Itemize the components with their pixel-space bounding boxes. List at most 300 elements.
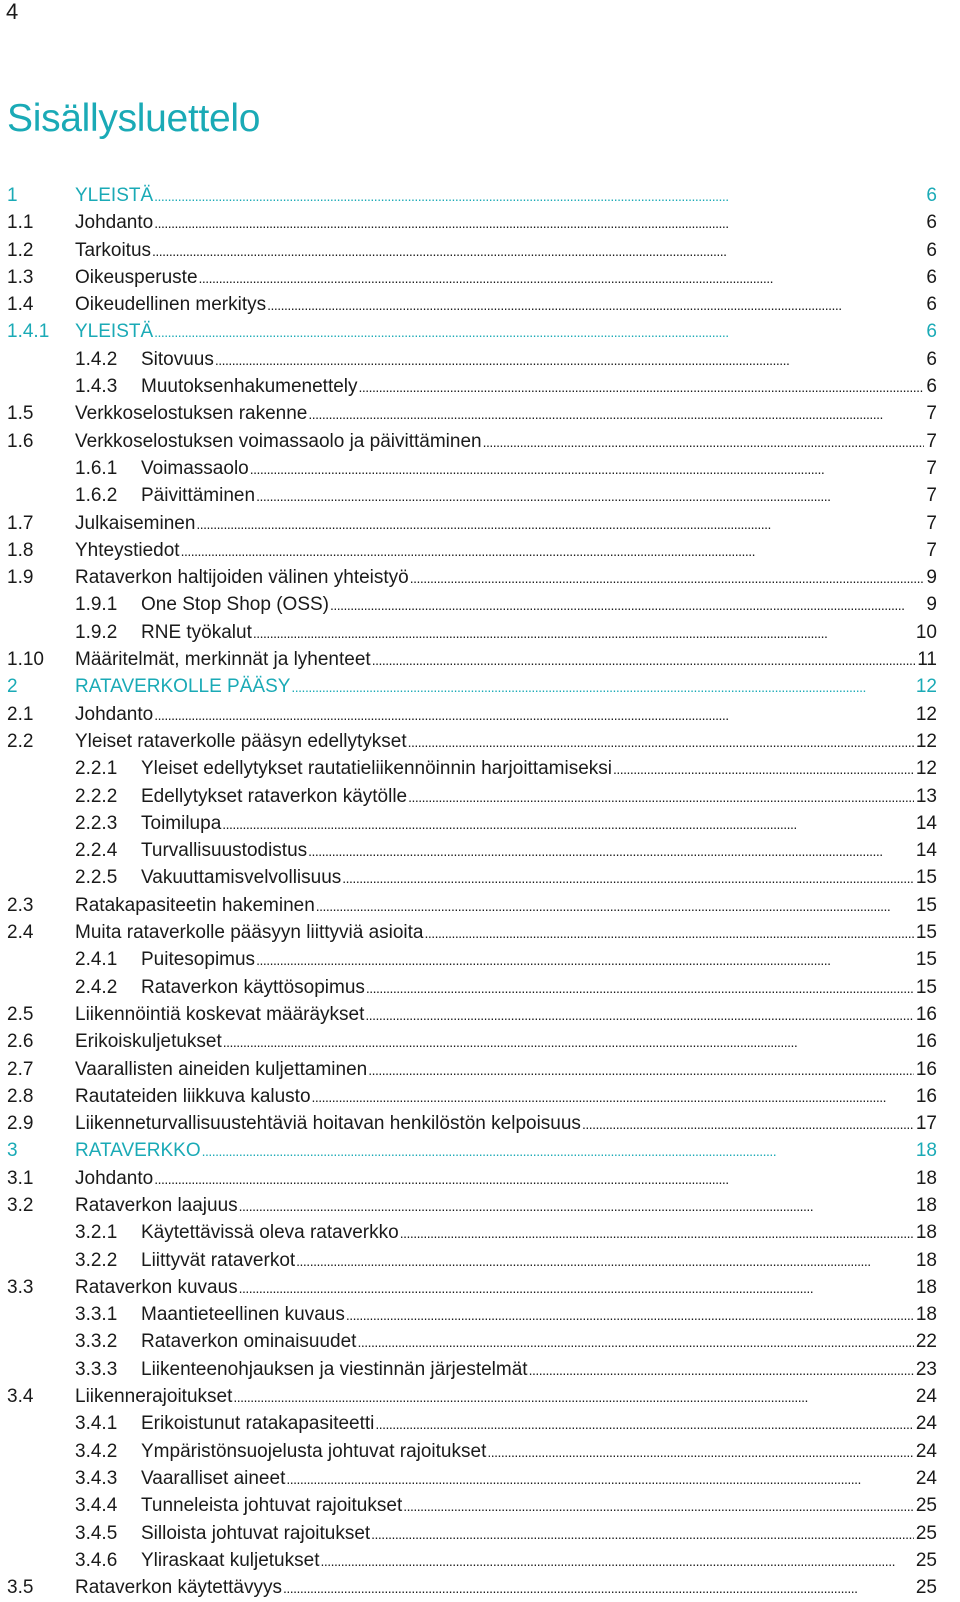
toc-entry-line (141, 1247, 937, 1275)
toc-entry-page: 15 (915, 867, 937, 889)
toc-entry-title[interactable]: YLEISTÄ (75, 321, 154, 343)
toc-entry-page: 25 (915, 1549, 937, 1571)
toc-entry-number: 1.4.2 (75, 348, 118, 370)
toc-entry-number: 1.4.1 (7, 321, 50, 343)
toc-entry-number: 3.5 (7, 1577, 34, 1599)
toc-entry-line (75, 1165, 937, 1193)
toc-dot-leader (346, 1302, 914, 1329)
toc-entry-number: 3.3 (7, 1276, 34, 1298)
toc-entry-line (75, 1574, 937, 1602)
toc-entry[interactable] (0, 1574, 960, 1601)
toc-entry-line (141, 1465, 937, 1493)
toc-entry-page: 18 (915, 1222, 937, 1244)
toc-entry[interactable] (0, 864, 960, 891)
toc-entry[interactable] (0, 182, 960, 209)
toc-entry-number: 3.4.1 (75, 1413, 118, 1435)
toc-entry[interactable] (0, 1547, 960, 1574)
toc-entry-page: 6 (926, 239, 937, 261)
toc-entry-number: 3.4.6 (75, 1549, 118, 1571)
toc-entry-line (141, 346, 937, 374)
toc-entry[interactable] (0, 755, 960, 782)
toc-entry-number: 1.9 (7, 567, 34, 589)
toc-dot-leader (196, 511, 924, 538)
toc-entry-page: 18 (915, 1140, 937, 1162)
toc-entry-line (141, 373, 937, 401)
toc-entry[interactable] (0, 455, 960, 482)
toc-entry-title[interactable]: Erikoistunut ratakapasiteetti (141, 1413, 375, 1435)
toc-entry[interactable] (0, 1520, 960, 1547)
toc-dot-leader (199, 265, 925, 292)
toc-dot-leader (256, 483, 924, 510)
toc-entry[interactable] (0, 1301, 960, 1328)
toc-entry[interactable] (0, 919, 960, 946)
toc-entry-page: 24 (915, 1440, 937, 1462)
toc-entry-page: 12 (915, 676, 937, 698)
toc-entry-page: 11 (917, 649, 937, 671)
toc-dot-leader (425, 920, 914, 947)
toc-entry-line (75, 728, 937, 756)
toc-entry[interactable] (0, 428, 960, 455)
toc-entry[interactable] (0, 1410, 960, 1437)
toc-entry-title[interactable]: Erikoiskuljetukset (75, 1031, 222, 1053)
toc-dot-leader (408, 729, 914, 756)
toc-dot-leader (308, 401, 924, 428)
toc-entry-number: 1.8 (7, 539, 34, 561)
toc-entry-number: 1.2 (7, 239, 34, 261)
toc-dot-leader (368, 1057, 914, 1084)
toc-entry-line (75, 1383, 937, 1411)
toc-entry-title[interactable]: Sitovuus (141, 348, 214, 370)
toc-entry-page: 6 (926, 294, 937, 316)
toc-entry-line (141, 755, 937, 783)
toc-entry-number: 2.2.4 (75, 840, 118, 862)
toc-entry[interactable] (0, 673, 960, 700)
toc-entry-title[interactable]: Oikeusperuste (75, 266, 198, 288)
toc-entry-number: 2.4.1 (75, 949, 118, 971)
toc-entry-line (141, 1492, 937, 1520)
toc-entry-page: 13 (915, 785, 937, 807)
toc-entry-title[interactable]: Vakuuttamisvelvollisuus (141, 867, 342, 889)
toc-entry-page: 18 (915, 1194, 937, 1216)
toc-entry[interactable] (0, 346, 960, 373)
toc-entry-title[interactable]: Muita rataverkolle pääsyyn liittyviä asioita (75, 922, 424, 944)
toc-entry[interactable] (0, 1356, 960, 1383)
toc-entry-line (141, 1410, 937, 1438)
toc-entry-line (141, 1438, 937, 1466)
toc-dot-leader (239, 1275, 914, 1302)
toc-entry[interactable] (0, 1247, 960, 1274)
toc-dot-leader (357, 1329, 913, 1356)
toc-entry-title[interactable]: Muutoksenhakumenettely (141, 376, 358, 398)
toc-entry[interactable] (0, 373, 960, 400)
toc-entry-line (141, 864, 937, 892)
toc-entry-line (75, 537, 937, 565)
toc-entry-title[interactable]: Turvallisuustodistus (141, 840, 308, 862)
toc-dot-leader (154, 183, 924, 210)
toc-entry[interactable] (0, 291, 960, 318)
toc-entry-number: 2.2.5 (75, 867, 118, 889)
toc-entry-line (75, 1137, 937, 1165)
toc-entry[interactable] (0, 1083, 960, 1110)
toc-entry-line (75, 291, 937, 319)
toc-entry-line (75, 209, 937, 237)
toc-entry-page: 12 (915, 758, 937, 780)
toc-entry-title[interactable]: Liikennöintiä koskevat määräykset (75, 1003, 365, 1025)
toc-dot-leader (152, 238, 924, 265)
toc-dot-leader (154, 1166, 914, 1193)
toc-entry-line (75, 264, 937, 292)
toc-entry-title[interactable]: Voimassaolo (141, 457, 249, 479)
toc-entry-number: 3.4.5 (75, 1522, 118, 1544)
toc-entry-line (75, 318, 937, 346)
toc-entry-title[interactable]: YLEISTÄ (75, 185, 154, 206)
toc-dot-leader (483, 429, 925, 456)
toc-entry-page: 6 (926, 212, 937, 234)
toc-entry-line (75, 673, 937, 701)
toc-dot-leader (359, 374, 925, 401)
toc-entry-title[interactable]: Päivittäminen (141, 485, 256, 507)
toc-entry-page: 14 (915, 812, 937, 834)
toc-entry-title[interactable]: Johdanto (75, 212, 154, 234)
toc-entry-title[interactable]: Rataverkon kuvaus (75, 1276, 238, 1298)
toc-entry[interactable] (0, 1056, 960, 1083)
toc-entry[interactable] (0, 1165, 960, 1192)
toc-entry[interactable] (0, 946, 960, 973)
toc-entry-title[interactable]: One Stop Shop (OSS) (141, 594, 329, 616)
toc-entry-page: 24 (915, 1467, 937, 1489)
toc-entry[interactable] (0, 1438, 960, 1465)
toc-entry-page: 6 (926, 348, 937, 370)
toc-entry-title[interactable]: RATAVERKOLLE PÄÄSY (75, 676, 291, 698)
toc-entry-number: 1.5 (7, 403, 34, 425)
toc-entry-number: 3.3.1 (75, 1304, 118, 1326)
toc-entry-line (141, 1520, 937, 1548)
toc-entry-page: 7 (926, 512, 937, 534)
toc-entry[interactable] (0, 1028, 960, 1055)
toc-entry-line (75, 892, 937, 920)
toc-entry-title[interactable]: Johdanto (75, 703, 154, 725)
toc-dot-leader (283, 1575, 914, 1602)
toc-entry-title[interactable]: Silloista johtuvat rajoitukset (141, 1522, 371, 1544)
toc-entry-number: 1.1 (7, 212, 34, 234)
toc-entry-page: 16 (915, 1058, 937, 1080)
toc-entry[interactable] (0, 728, 960, 755)
toc-entry-line (75, 182, 937, 210)
toc-entry-page: 25 (915, 1577, 937, 1599)
toc-entry-number: 2.4 (7, 922, 34, 944)
toc-entry-page: 6 (926, 321, 937, 343)
toc-entry-page: 25 (915, 1495, 937, 1517)
toc-dot-leader (375, 1411, 913, 1438)
toc-entry[interactable] (0, 783, 960, 810)
toc-entry-page: 25 (915, 1522, 937, 1544)
toc-dot-leader (613, 756, 914, 783)
toc-entry-line (141, 837, 937, 865)
toc-dot-leader (308, 838, 914, 865)
toc-entry-title[interactable]: Puitesopimus (141, 949, 256, 971)
toc-entry-number: 2.5 (7, 1003, 34, 1025)
toc-entry-page: 9 (926, 567, 937, 589)
toc-entry-number: 3.2.1 (75, 1222, 118, 1244)
toc-dot-leader (320, 1548, 913, 1575)
toc-entry-page: 6 (926, 376, 937, 398)
toc-entry-number: 1.4.3 (75, 376, 118, 398)
toc-dot-leader (233, 1384, 913, 1411)
toc-entry-title[interactable]: Julkaiseminen (75, 512, 196, 534)
toc-dot-leader (529, 1357, 914, 1384)
toc-dot-leader (365, 1002, 913, 1029)
toc-entry-page: 22 (915, 1331, 937, 1353)
toc-entry-title[interactable]: Toimilupa (141, 812, 222, 834)
toc-dot-leader (202, 1138, 914, 1165)
toc-entry-page: 16 (915, 1031, 937, 1053)
toc-entry-title[interactable]: Rataverkon laajuus (75, 1194, 238, 1216)
toc-dot-leader (154, 210, 924, 237)
toc-entry-line (75, 510, 937, 538)
toc-entry-page: 17 (915, 1113, 937, 1135)
toc-dot-leader (330, 592, 924, 619)
toc-entry-title[interactable]: Liikenneturvallisuustehtäviä hoitavan henkilöstön kelpoisuus (75, 1113, 581, 1135)
toc-entry-line (141, 974, 937, 1002)
toc-entry-title[interactable]: Rataverkon käytettävyys (75, 1577, 282, 1599)
toc-dot-leader (181, 538, 925, 565)
toc-entry-title[interactable]: Vaaralliset aineet (141, 1467, 286, 1489)
toc-entry-page: 24 (915, 1413, 937, 1435)
toc-entry-line (141, 810, 937, 838)
toc-entry-line (75, 237, 937, 265)
toc-dot-leader (154, 702, 914, 729)
toc-entry-page: 15 (915, 949, 937, 971)
toc-entry-number: 1.3 (7, 266, 34, 288)
toc-entry-number: 3.2 (7, 1194, 34, 1216)
toc-entry-title[interactable]: Käytettävissä oleva rataverkko (141, 1222, 399, 1244)
toc-entry-number: 3.3.3 (75, 1358, 118, 1380)
toc-entry-page: 16 (915, 1085, 937, 1107)
toc-entry-number: 2.2 (7, 730, 34, 752)
page-title: Sisällysluettelo (7, 97, 261, 140)
toc-entry-line (75, 1274, 937, 1302)
toc-entry[interactable] (0, 400, 960, 427)
toc-entry-page: 15 (915, 922, 937, 944)
toc-entry-title[interactable]: Ratakapasiteetin hakeminen (75, 894, 315, 916)
table-of-contents (0, 182, 960, 1601)
toc-entry-title[interactable]: Maantieteellinen kuvaus (141, 1304, 345, 1326)
toc-entry[interactable] (0, 1192, 960, 1219)
toc-entry-line (141, 455, 937, 483)
toc-entry-title[interactable]: Edellytykset rataverkon käytölle (141, 785, 408, 807)
toc-entry[interactable] (0, 1492, 960, 1519)
toc-entry-line (75, 701, 937, 729)
toc-entry-number: 1.6 (7, 430, 34, 452)
toc-entry-page: 7 (926, 539, 937, 561)
toc-entry-line (141, 946, 937, 974)
toc-entry-page: 14 (915, 840, 937, 862)
toc-entry-number: 3.4 (7, 1386, 34, 1408)
toc-entry-number: 2.8 (7, 1085, 34, 1107)
toc-entry-number: 2.1 (7, 703, 34, 725)
toc-entry-line (75, 1028, 937, 1056)
toc-entry-number: 1 (7, 185, 18, 206)
toc-entry[interactable] (0, 1328, 960, 1355)
toc-entry-number: 2.3 (7, 894, 34, 916)
toc-entry-number: 2.7 (7, 1058, 34, 1080)
page-number: 4 (6, 0, 19, 24)
toc-entry-line (141, 1356, 937, 1384)
toc-entry-title[interactable]: Yleiset edellytykset rautatieliikennöinnin harjoittamiseksi (141, 758, 613, 780)
toc-entry-title[interactable]: Ympäristönsuojelusta johtuvat rajoitukset (141, 1440, 487, 1462)
toc-entry[interactable] (0, 646, 960, 673)
toc-entry-page: 7 (926, 403, 937, 425)
toc-entry-title[interactable]: Rataverkon ominaisuudet (141, 1331, 357, 1353)
toc-dot-leader (286, 1466, 914, 1493)
toc-entry-number: 3.4.2 (75, 1440, 118, 1462)
toc-dot-leader (366, 975, 914, 1002)
toc-entry-title[interactable]: Määritelmät, merkinnät ja lyhenteet (75, 649, 371, 671)
toc-entry[interactable] (0, 892, 960, 919)
toc-entry-number: 1.7 (7, 512, 34, 534)
toc-entry-title[interactable]: RNE työkalut (141, 621, 252, 643)
toc-entry[interactable] (0, 1383, 960, 1410)
toc-entry[interactable] (0, 701, 960, 728)
toc-dot-leader (239, 1193, 914, 1220)
toc-dot-leader (408, 784, 914, 811)
toc-dot-leader (316, 893, 914, 920)
toc-entry-title[interactable]: Liikennerajoitukset (75, 1386, 233, 1408)
toc-dot-leader (253, 620, 914, 647)
toc-entry-line (141, 619, 937, 647)
toc-entry-title[interactable]: Yleiset rataverkolle pääsyn edellytykset (75, 730, 407, 752)
toc-entry-page: 10 (915, 621, 937, 643)
toc-entry[interactable] (0, 209, 960, 236)
toc-entry-page: 12 (915, 703, 937, 725)
toc-dot-leader (582, 1111, 914, 1138)
toc-entry-page: 16 (915, 1003, 937, 1025)
toc-dot-leader (223, 1029, 914, 1056)
toc-entry-title[interactable]: Tarkoitus (75, 239, 152, 261)
toc-dot-leader (215, 347, 925, 374)
toc-entry-title[interactable]: Rataverkon käyttösopimus (141, 976, 365, 998)
toc-entry-line (141, 591, 937, 619)
toc-entry-number: 2 (7, 676, 18, 698)
toc-entry-title[interactable]: Liittyvät rataverkot (141, 1249, 296, 1271)
toc-entry-page: 18 (915, 1249, 937, 1271)
toc-entry-line (75, 919, 937, 947)
toc-entry-title[interactable]: Johdanto (75, 1167, 154, 1189)
toc-entry-title[interactable]: RATAVERKKO (75, 1140, 201, 1162)
toc-dot-leader (403, 1493, 914, 1520)
toc-entry-page: 12 (915, 730, 937, 752)
toc-entry-page: 23 (915, 1358, 937, 1380)
toc-entry-number: 3.3.2 (75, 1331, 118, 1353)
toc-dot-leader (222, 811, 914, 838)
toc-dot-leader (296, 1248, 914, 1275)
toc-entry-number: 2.2.1 (75, 758, 118, 780)
toc-entry[interactable] (0, 537, 960, 564)
toc-entry-line (141, 1219, 937, 1247)
toc-entry-page: 7 (926, 457, 937, 479)
toc-entry[interactable] (0, 510, 960, 537)
toc-entry-title[interactable]: Verkkoselostuksen rakenne (75, 403, 308, 425)
toc-entry[interactable] (0, 564, 960, 591)
toc-entry-page: 18 (915, 1304, 937, 1326)
toc-entry-number: 1.9.1 (75, 594, 118, 616)
toc-entry[interactable] (0, 482, 960, 509)
toc-entry-line (141, 482, 937, 510)
toc-entry-page: 15 (915, 894, 937, 916)
toc-entry-title[interactable]: Tunneleista johtuvat rajoitukset (141, 1495, 403, 1517)
toc-entry-line (141, 783, 937, 811)
toc-entry-title[interactable]: Verkkoselostuksen voimassaolo ja päivittäminen (75, 430, 482, 452)
toc-entry-number: 1.6.2 (75, 485, 118, 507)
toc-entry[interactable] (0, 1219, 960, 1246)
toc-entry-line (141, 1547, 937, 1575)
toc-entry-title[interactable]: Rataverkon haltijoiden välinen yhteistyö (75, 567, 409, 589)
toc-entry-title[interactable]: Yliraskaat kuljetukset (141, 1549, 320, 1571)
toc-entry-page: 24 (915, 1386, 937, 1408)
toc-entry[interactable] (0, 264, 960, 291)
toc-entry-line (75, 1083, 937, 1111)
toc-entry-number: 1.9.2 (75, 621, 118, 643)
toc-entry[interactable] (0, 619, 960, 646)
toc-entry[interactable] (0, 974, 960, 1001)
toc-entry-number: 3.2.2 (75, 1249, 118, 1271)
toc-dot-leader (372, 647, 916, 674)
toc-dot-leader (256, 947, 914, 974)
toc-entry[interactable] (0, 591, 960, 618)
toc-entry-title[interactable]: Rautateiden liikkuva kalusto (75, 1085, 311, 1107)
toc-entry[interactable] (0, 1110, 960, 1137)
toc-entry[interactable] (0, 237, 960, 264)
toc-entry-number: 1.10 (7, 649, 44, 671)
toc-dot-leader (410, 565, 925, 592)
toc-entry[interactable] (0, 1465, 960, 1492)
toc-entry-title[interactable]: Vaarallisten aineiden kuljettaminen (75, 1058, 368, 1080)
toc-entry[interactable] (0, 810, 960, 837)
toc-entry-number: 3.4.3 (75, 1467, 118, 1489)
toc-entry-line (75, 564, 937, 592)
toc-dot-leader (400, 1220, 914, 1247)
toc-entry-title[interactable]: Liikenteenohjauksen ja viestinnän järjestelmät (141, 1358, 528, 1380)
toc-entry-number: 2.9 (7, 1113, 34, 1135)
toc-dot-leader (487, 1439, 914, 1466)
toc-entry[interactable] (0, 1137, 960, 1164)
toc-entry-line (75, 1056, 937, 1084)
toc-dot-leader (342, 865, 914, 892)
toc-entry-number: 3.1 (7, 1167, 34, 1189)
toc-entry[interactable] (0, 1274, 960, 1301)
toc-entry-line (75, 1192, 937, 1220)
toc-entry[interactable] (0, 837, 960, 864)
toc-entry[interactable] (0, 318, 960, 345)
toc-entry-number: 2.4.2 (75, 976, 118, 998)
toc-entry-page: 6 (926, 266, 937, 288)
toc-entry-page: 6 (926, 185, 937, 206)
toc-entry-title[interactable]: Yhteystiedot (75, 539, 180, 561)
toc-dot-leader (291, 674, 913, 701)
toc-entry-page: 7 (926, 430, 937, 452)
toc-entry-number: 1.4 (7, 294, 34, 316)
toc-entry-page: 18 (915, 1167, 937, 1189)
toc-entry-line (141, 1301, 937, 1329)
toc-dot-leader (267, 292, 924, 319)
toc-entry-line (75, 400, 937, 428)
toc-entry-title[interactable]: Oikeudellinen merkitys (75, 294, 267, 316)
toc-entry-line (141, 1328, 937, 1356)
toc-entry-number: 3 (7, 1140, 18, 1162)
toc-entry[interactable] (0, 1001, 960, 1028)
toc-dot-leader (312, 1084, 914, 1111)
toc-entry-number: 1.6.1 (75, 457, 118, 479)
